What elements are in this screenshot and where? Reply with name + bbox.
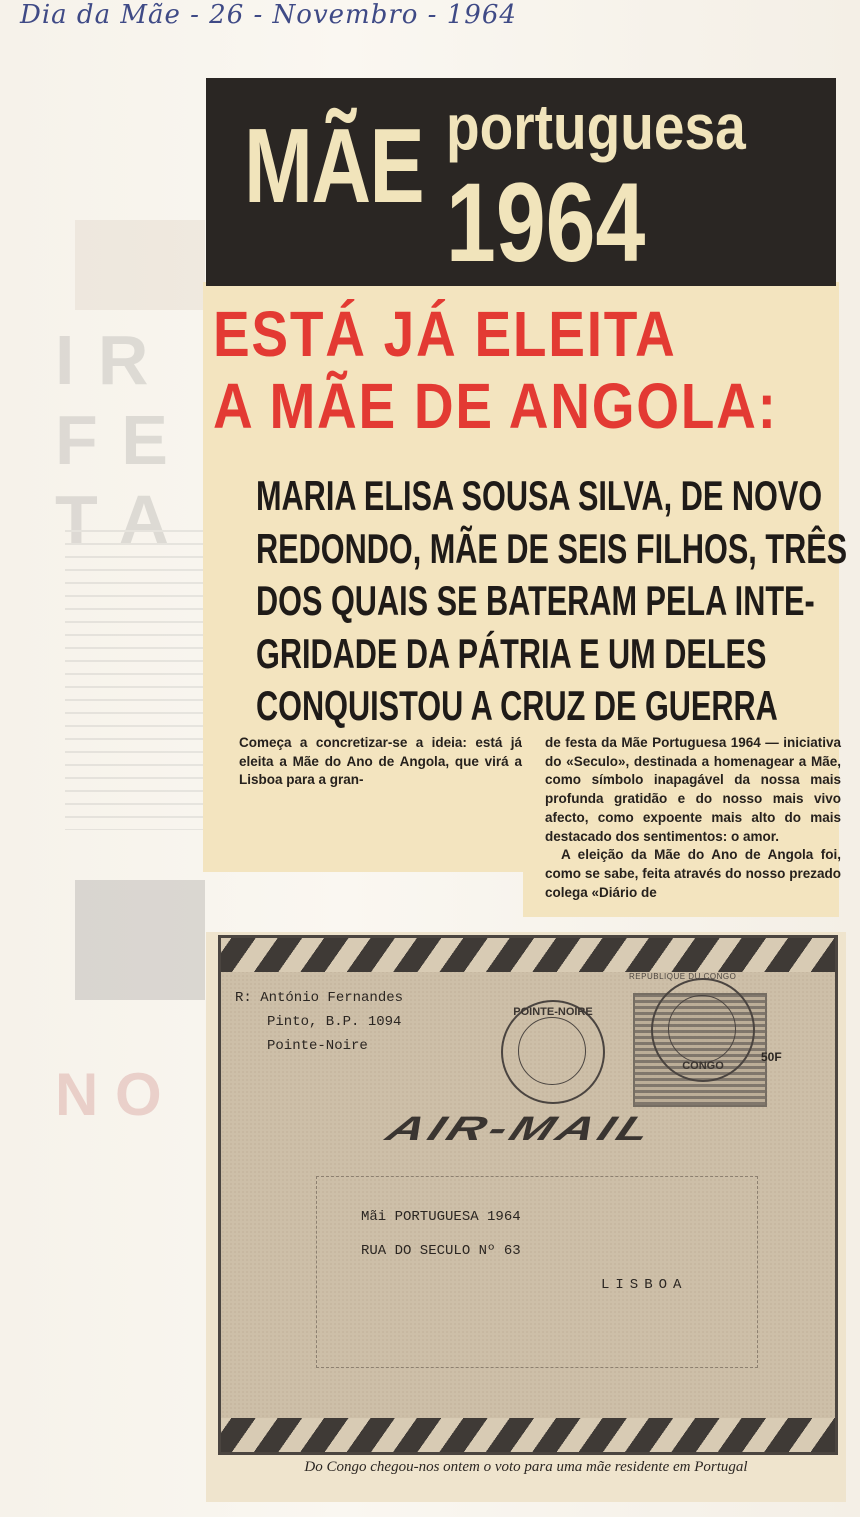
airmail-envelope-photo — [218, 935, 838, 1455]
stamp-label: REPUBLIQUE DU CONGO — [629, 972, 737, 981]
photo-caption: Do Congo chegou-nos ontem o voto para uma mãe residente em Portugal — [304, 1459, 748, 1475]
airmail-stripe-bottom — [221, 1418, 835, 1452]
sender-line-2: Pinto, B.P. 1094 — [267, 1014, 402, 1030]
sender-address — [235, 986, 403, 1058]
handwritten-date-note: Dia da Mãe - 26 - Novembro - 1964 — [20, 0, 517, 30]
headline-line-2: A MÃE DE ANGOLA: — [213, 370, 778, 442]
subheadline-line-4: GRIDADE DA PÁTRIA E UM DELES — [256, 629, 767, 677]
headline — [213, 298, 843, 442]
airmail-label: AIR-MAIL — [380, 1110, 662, 1148]
headline-line-1: ESTÁ JÁ ELEITA — [213, 298, 677, 370]
newspaper-clipping-article — [203, 72, 848, 917]
banner-word-portuguesa: portuguesa — [446, 91, 746, 163]
subheadline-line-5: CONQUISTOU A CRUZ DE GUERRA — [256, 682, 778, 729]
addressee-line-2: RUA DO SECULO Nº 63 — [361, 1243, 521, 1259]
postmark-left-text: POINTE-NOIRE — [513, 1006, 593, 1018]
bleed-through-reverse-print: I R F E T A N O — [55, 200, 215, 1250]
addressee-city: LISBOA — [601, 1277, 688, 1293]
sender-line-1: R: António Fernandes — [235, 990, 404, 1006]
article-column-2 — [545, 734, 841, 902]
subheadline-line-1: MARIA ELISA SOUSA SILVA, DE NOVO — [256, 472, 823, 519]
article-column-2-paragraph-2: A eleição da Mãe do Ano de Angola foi, como se sabe, feita através do nosso prezado colega «Diário de — [545, 847, 841, 900]
stamp-value: 50F — [761, 1050, 782, 1064]
sender-line-3: Pointe-Noire — [267, 1038, 368, 1054]
subheadline-line-2: REDONDO, MÃE DE SEIS FILHOS, TRÊS — [256, 524, 848, 572]
subheadline-line-3: DOS QUAIS SE BATERAM PELA INTE- — [256, 577, 815, 624]
postmark-circle-left — [501, 1000, 605, 1104]
newspaper-clipping-envelope-photo — [206, 932, 846, 1502]
article-column-2-paragraph-1: de festa da Mãe Portuguesa 1964 — iniciativa do «Seculo», destinada a homenagear a Mãe, como símbolo inapagável da nossa mais profunda gratidão e do nosso mais vivo afecto, como expoente mais alto do mais destacado dos sentimentos: o amor. — [545, 735, 841, 844]
subheadline — [256, 470, 848, 733]
postmark-right-text: CONGO — [682, 1060, 724, 1072]
article-column-1: Começa a concretizar-se a ideia: está já eleita a Mãe do Ano de Angola, que virá a Lisboa para a gran- — [239, 735, 522, 788]
addressee-address — [361, 1200, 688, 1293]
banner-year: 1964 — [446, 160, 646, 285]
masthead-banner — [206, 78, 836, 286]
addressee-line-1: Mãi PORTUGUESA 1964 — [361, 1209, 521, 1225]
airmail-stripe-top — [221, 938, 835, 972]
postmark-circle-right — [651, 978, 755, 1082]
banner-word-mae: MÃE — [244, 107, 424, 225]
